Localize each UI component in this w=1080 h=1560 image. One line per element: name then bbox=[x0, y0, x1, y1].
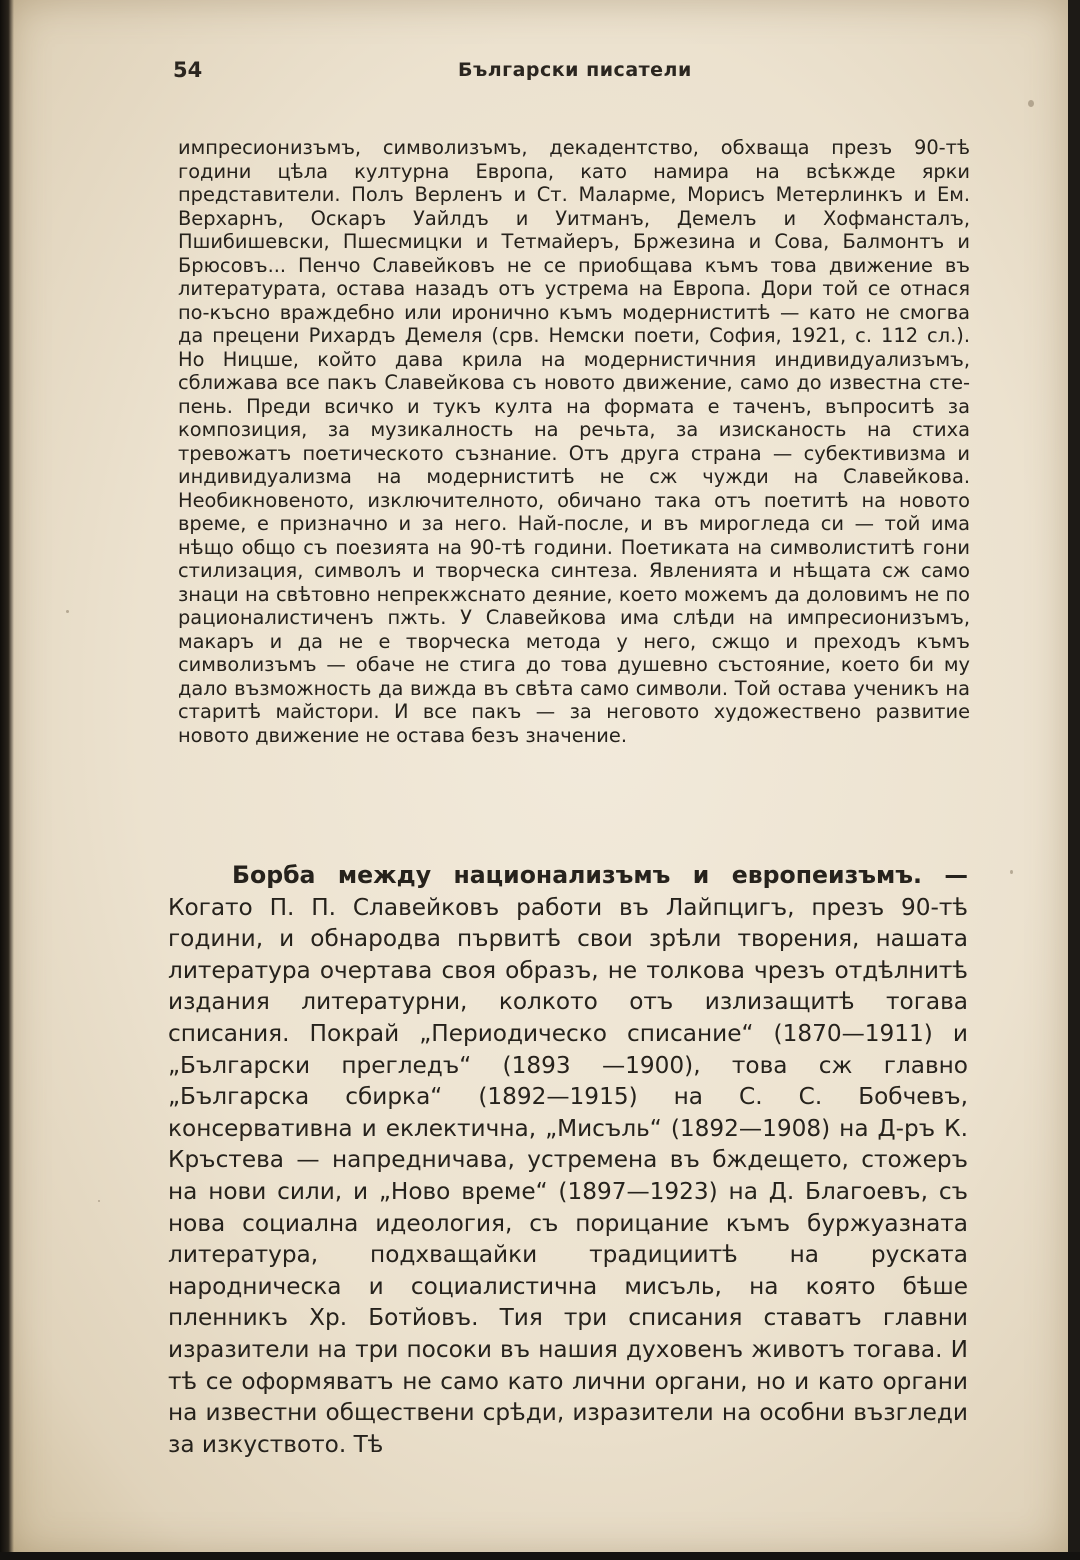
book-page bbox=[8, 0, 1068, 1556]
paper-speck bbox=[1028, 100, 1034, 107]
paper-speck bbox=[1010, 870, 1013, 874]
page-number: 54 bbox=[173, 58, 203, 82]
body-paragraph: импресионизъмъ, символизъмъ, декадентство, обхваща презъ 90-тѣ години цѣла културна Европа, като намира на всѣкжде ярки представители. Полъ Верленъ и Ст. Маларме, Морисъ Метерлинкъ и Ем. Верхарнъ, Оскаръ Уайлдъ и Уитманъ, Демелъ и Хофмансталъ, Пшибишевски, Пшесмицки и Тетмайеръ, Бржезина и Сова, Балмонтъ и Брюсовъ... Пенчо Славейковъ не се приобщава къмъ това движение въ литературата, остава назадъ отъ устрема на Европа. Дори той се отнася по-късно враждебно или иронично къмъ модерниститѣ — като не смогва да прецени Рихардъ Демеля (срв. Немски поети, София, 1921, с. 112 сл.). Но Ницше, който дава крила на модернистичния индивидуализъмъ, сближава все пакъ Славейкова съ новото движение, само до известна степень. Преди всичко и тукъ култа на формата е таченъ, въпроситѣ за композиция, за музикалность на речьта, за изисканость на стиха тревожатъ поетическото съзнание. Отъ друга страна — субективизма и индивидуализма на модерниститѣ не сж чужди на Славейкова. Необикновеното, изключителното, обичано така отъ поетитѣ на новото време, е призначно и за него. Най-после, и въ мирогледа си — той има нѣщо общо съ поезията на 90-тѣ години. Поетиката на символиститѣ гони стилизация, символъ и творческа синтеза. Явленията и нѣщата сж само знаци на свѣтовно непрекжснато деяние, което можемъ да доловимъ не по рационалистиченъ пжть. У Славейкова има слѣди на импресионизъмъ, макаръ и да не е творческа метода у него, сжщо и преходъ къмъ символизъмъ — обаче не стига до това душевно състояние, което би му дало възможность да вижда въ свѣта само символи. Той остава ученикъ на старитѣ майстори. И все пакъ — за неговото художествено развитие новото движение не остава безъ значение. bbox=[178, 136, 970, 747]
paper-speck bbox=[66, 610, 69, 613]
running-title: Български писатели bbox=[458, 59, 692, 81]
page-edge-shadow bbox=[0, 0, 14, 1560]
paper-speck bbox=[98, 1200, 100, 1202]
page-bottom-edge bbox=[0, 1552, 1080, 1560]
section-heading: Борба между национализъмъ и европеизъмъ. — bbox=[232, 861, 968, 889]
section-text: Когато П. П. Славейковъ работи въ Лайпцигъ, презъ 90-тѣ години, и обнародва първитѣ свои зрѣли творения, нашата литература очертава своя образъ, не толкова чрезъ отдѣлнитѣ издания литературни, колкото отъ излизащитѣ тогава списания. Покрай „Периодическо списание“ (1870—1911) и „Български прегледъ“ (1893 —1900), това сж главно „Българска сбирка“ (1892—1915) на С. С. Бобчевъ, консервативна и еклектична, „Мисъль“ (1892—1908) на Д-ръ К. Кръстева — напредничава, устремена въ бждещето, стожеръ на нови сили, и „Ново време“ (1897—1923) на Д. Благоевъ, съ нова социална идеология, съ порицание къмъ буржуазната литература, подхващайки традициитѣ на руската народническа и социалистична мисъль, на която бѣше пленникъ Хр. Ботйовъ. Тия три списания ставатъ главни изразители на три посоки въ нашия духовенъ животъ тогава. И тѣ се оформяватъ не само като лични органи, но и като органи на известни обществени срѣди, изразители на особни възгледи за изкуството. Тѣ bbox=[168, 893, 968, 1458]
page-header bbox=[173, 58, 973, 94]
section-paragraph bbox=[168, 860, 968, 1460]
